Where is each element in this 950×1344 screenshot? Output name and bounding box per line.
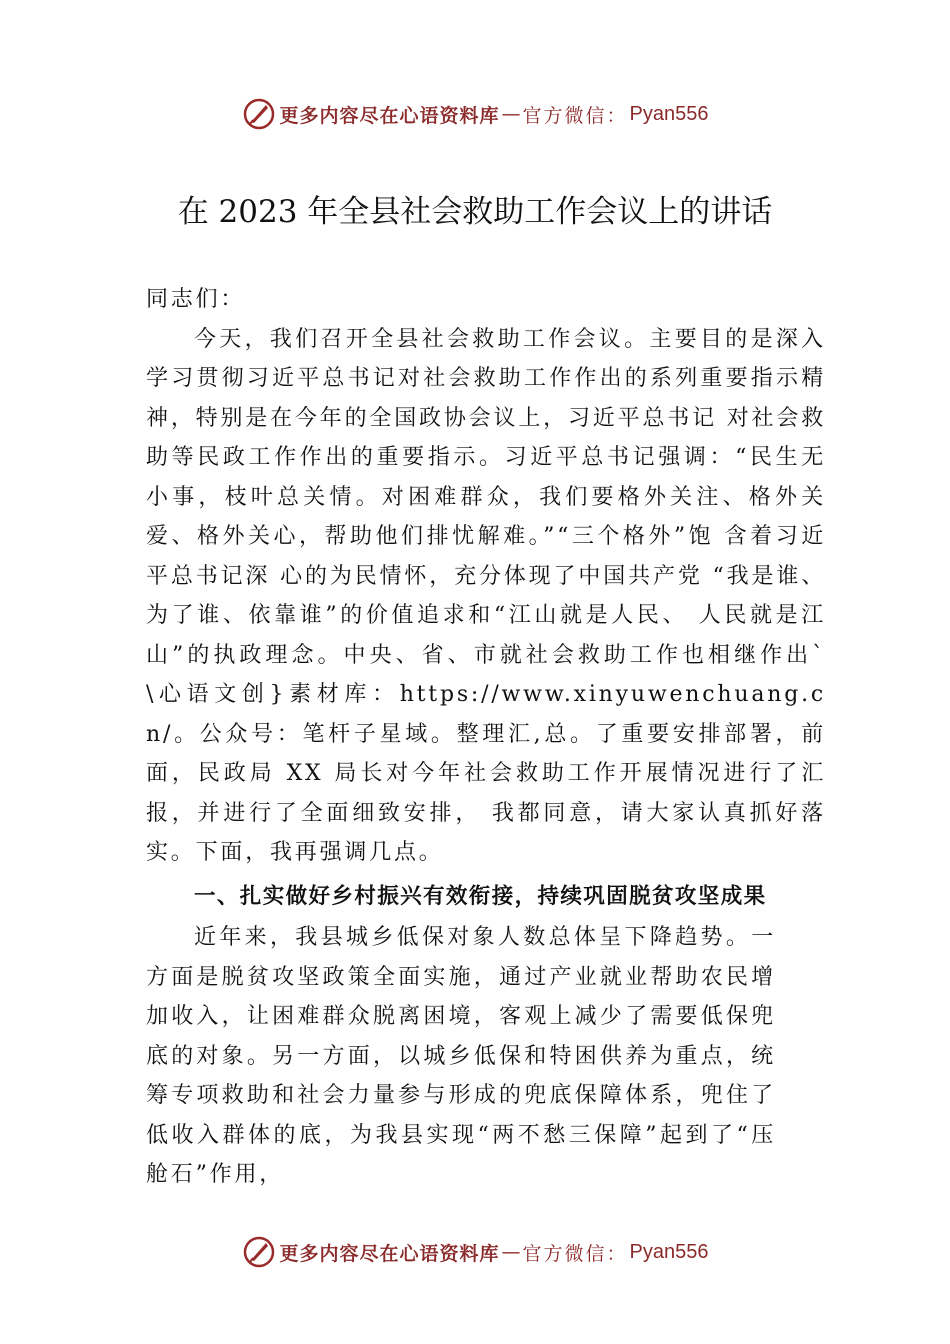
banner-wechat-id: Pyan556 [629, 1240, 709, 1263]
document-body [146, 280, 826, 1195]
quill-pen-logo-icon [242, 1235, 276, 1269]
paragraph-section-1: 近年来，我县城乡低保对象人数总体呈下降趋势。一方面是脱贫攻坚政策全面实施，通过产业就业帮助农民增加收入，让困难群众脱离困境，客观上减少了需要低保兜底的对象。另一方面，以城乡低保和特困供养为重点，统筹专项救助和社会力量参与形成的兜底保障体系，兜住了低收入群体的底，为我县实现“两不愁三保障”起到了“压舱石”作用， [146, 925, 776, 1187]
banner-wechat-label: 官方微信： [522, 104, 628, 127]
section-1-heading: 一、扎实做好乡村振兴有效衔接，持续巩固脱贫攻坚成果 [194, 883, 767, 909]
document-title: 在 2023 年全县社会救助工作会议上的讲话 [177, 194, 773, 230]
salutation: 同志们： [146, 287, 246, 312]
quill-pen-logo-icon [242, 97, 276, 131]
footer-banner [0, 1232, 950, 1272]
header-banner [0, 94, 950, 134]
banner-separator: — [501, 103, 521, 125]
paragraph-intro: 今天，我们召开全县社会救助工作会议。主要目的是深入学习贯彻习近平总书记对社会救助工作作出的系列重要指示精神，特别是在今年的全国政协会议上，习近平总书记 对社会救助等民政工作作出的重要指示。习近平总书记强调：“民生无小事，枝叶总关情。对困难群众，我们要格外关注、格外关爱、格外关心，帮助他们排忧解难。”“三个格外”饱 含着习近平总书记深 心的为民情怀，充分体现了中国共产党 “我是谁、为了谁、依靠谁”的价值追求和“江山就是人民、 人民就是江山”的执政理念。中央、省、市就社会救助工作也相继作出`\心语文创}素材库：https://www.xinyuwenchuang.cn/。公众号：笔杆子星域。整理汇,总。了重要安排部署，前面，民政局 XX 局长对今年社会救助工作开展情况进行了汇报，并进行了全面细致安排， 我都同意，请大家认真抓好落实。下面，我再强调几点。 [146, 326, 826, 865]
banner-wechat-label: 官方微信： [522, 1242, 628, 1265]
banner-brand-text: 更多内容尽在心语资料库 [279, 1242, 500, 1265]
banner-wechat-id: Pyan556 [629, 102, 709, 125]
banner-separator: — [501, 1241, 521, 1263]
banner-brand-text: 更多内容尽在心语资料库 [279, 104, 500, 127]
